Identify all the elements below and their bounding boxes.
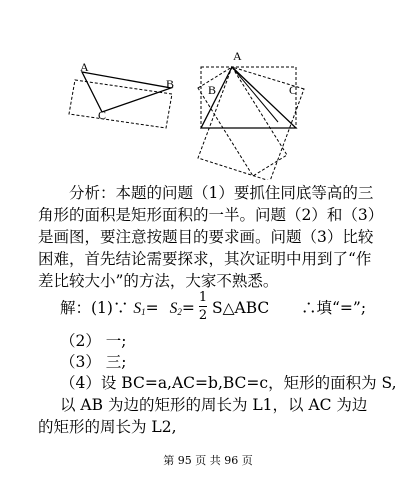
answer-q4-line1: （4）设 BC=a,AC=b,BC=c，矩形的面积为 S, bbox=[60, 374, 397, 392]
right-triangle bbox=[201, 67, 296, 128]
q1-answer: ∴填“=”; bbox=[301, 299, 367, 317]
page-footer: 第 95 页 共 96 页 bbox=[163, 454, 253, 467]
q1-fraction-denominator: 2 bbox=[198, 308, 208, 323]
q1-prefix: 解：(1)∵ bbox=[60, 299, 129, 317]
q1-s1: $S_1$ bbox=[133, 300, 146, 317]
left-figure bbox=[69, 72, 175, 128]
answer-q3: （3） 三; bbox=[60, 353, 127, 371]
analysis-paragraph: 分析：本题的问题（1）要抓住同底等高的三角形的面积是矩形面积的一半。问题（2）和（3）是画图，要注意按题目的要求画。问题（3）比较困难，首先结论需要探求，其次证明中用到了“作差比较大小”的方法，大家不熟悉。 bbox=[38, 184, 376, 290]
left-label-b: B bbox=[166, 77, 175, 91]
right-dashed-rectangle-base bbox=[201, 67, 296, 128]
left-dashed-rectangle bbox=[69, 77, 175, 128]
left-label-a: A bbox=[80, 60, 89, 74]
q1-s2: $S_2$ bbox=[169, 300, 182, 317]
answer-q2: （2） 一; bbox=[60, 332, 127, 350]
answer-q4-line2: 以 AB 为边的矩形的周长为 L1，以 AC 为边 bbox=[60, 396, 368, 414]
q1-eq1: = bbox=[145, 299, 159, 317]
left-label-c: C bbox=[98, 108, 107, 122]
q1-triangle-area: S△ABC bbox=[212, 299, 270, 317]
right-triangle-inner-line bbox=[232, 67, 278, 122]
right-label-b: B bbox=[208, 83, 217, 97]
right-label-a: A bbox=[233, 49, 242, 63]
left-triangle bbox=[82, 72, 171, 112]
q1-fraction-numerator: 1 bbox=[198, 290, 208, 305]
answer-q1 bbox=[60, 298, 195, 322]
q1-eq2: = bbox=[181, 299, 195, 317]
q1-fraction-bar bbox=[199, 306, 207, 307]
right-label-c: C bbox=[289, 83, 298, 97]
answer-q4-line3: 的矩形的周长为 L2, bbox=[38, 418, 177, 436]
